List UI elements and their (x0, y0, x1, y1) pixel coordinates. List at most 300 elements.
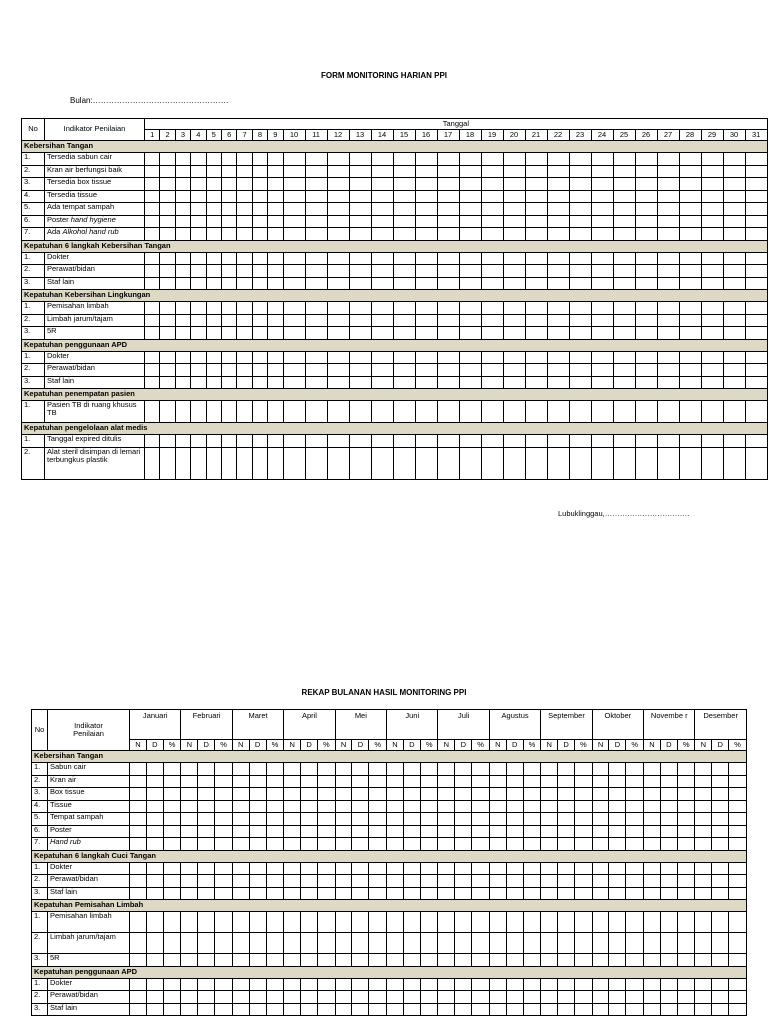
day-cell (481, 327, 503, 340)
day-cell (393, 178, 415, 191)
recap-cell (249, 800, 266, 813)
day-cell (613, 228, 635, 241)
day-cell (160, 364, 175, 377)
subcol-header: D (660, 740, 677, 751)
recap-cell (677, 813, 695, 826)
recap-cell (215, 991, 233, 1004)
recap-cell (181, 775, 198, 788)
day-cell (283, 314, 305, 327)
recap-cell (387, 800, 404, 813)
recap-cell (352, 954, 369, 967)
recap-cell (387, 1003, 404, 1016)
recap-cell (146, 912, 163, 933)
recap-cell (369, 825, 387, 838)
recap-cell (592, 838, 609, 851)
day-cell (371, 314, 393, 327)
indicator-text: Staf lain (50, 1003, 78, 1012)
recap-cell (695, 933, 712, 954)
table-row (32, 887, 747, 900)
recap-cell (506, 978, 523, 991)
day-header: 7 (237, 130, 252, 141)
indicator-text: Pasien TB di ruang khusus TB (47, 400, 137, 418)
day-cell (701, 327, 723, 340)
recap-cell (318, 991, 336, 1004)
day-cell (327, 376, 349, 389)
row-number: 1. (32, 978, 48, 991)
recap-cell (523, 954, 541, 967)
row-number: 6. (32, 825, 48, 838)
recap-cell (130, 813, 147, 826)
row-number: 1. (22, 401, 45, 423)
recap-cell (626, 800, 644, 813)
recap-cell (266, 991, 284, 1004)
day-cell (415, 376, 437, 389)
day-cell (415, 435, 437, 448)
day-cell (393, 203, 415, 216)
day-cell (679, 277, 701, 290)
day-cell (283, 228, 305, 241)
recap-cell (301, 763, 318, 776)
recap-cell (677, 800, 695, 813)
recap-cell (712, 775, 729, 788)
recap-cell (489, 775, 506, 788)
recap-cell (541, 838, 558, 851)
recap-cell (369, 862, 387, 875)
day-cell (206, 203, 221, 216)
recap-cell (301, 825, 318, 838)
day-cell (221, 447, 236, 479)
recap-cell (729, 912, 747, 933)
day-cell (481, 203, 503, 216)
day-header: 12 (327, 130, 349, 141)
recap-cell (523, 875, 541, 888)
day-cell (371, 302, 393, 315)
recap-cell (506, 954, 523, 967)
recap-cell (387, 978, 404, 991)
recap-cell (130, 838, 147, 851)
recap-cell (523, 1003, 541, 1016)
recap-cell (660, 912, 677, 933)
day-cell (745, 252, 767, 265)
recap-cell (369, 788, 387, 801)
day-cell (327, 302, 349, 315)
day-cell (723, 327, 745, 340)
day-cell (415, 327, 437, 340)
recap-cell (523, 763, 541, 776)
day-cell (393, 190, 415, 203)
day-cell (679, 364, 701, 377)
day-cell (175, 364, 190, 377)
recap-cell (660, 933, 677, 954)
recap-cell (266, 862, 284, 875)
day-cell (349, 435, 371, 448)
day-cell (252, 165, 267, 178)
table-row (32, 825, 747, 838)
day-cell (283, 165, 305, 178)
recap-cell (455, 800, 472, 813)
day-cell (191, 364, 206, 377)
indicator-label (45, 252, 145, 265)
indicator-label (45, 165, 145, 178)
day-cell (191, 376, 206, 389)
day-cell (525, 314, 547, 327)
day-cell (415, 252, 437, 265)
day-header: 22 (547, 130, 569, 141)
day-cell (503, 215, 525, 228)
recap-cell (420, 800, 438, 813)
day-cell (635, 302, 657, 315)
indicator-text: Sabun cair (50, 762, 86, 771)
day-cell (613, 203, 635, 216)
indicator-text: Kran air (50, 775, 77, 784)
recap-cell (712, 933, 729, 954)
recap-cell (232, 838, 249, 851)
day-cell (635, 165, 657, 178)
recap-cell (455, 954, 472, 967)
recap-cell (146, 1003, 163, 1016)
recap-cell (660, 800, 677, 813)
recap-cell (609, 862, 626, 875)
day-cell (437, 364, 459, 377)
day-cell (591, 178, 613, 191)
day-cell (569, 314, 591, 327)
day-cell (459, 165, 481, 178)
day-cell (283, 364, 305, 377)
recap-cell (558, 788, 575, 801)
day-cell (349, 203, 371, 216)
day-cell (415, 215, 437, 228)
recap-cell (284, 978, 301, 991)
recap-cell (438, 775, 455, 788)
recap-cell (712, 887, 729, 900)
recap-cell (232, 825, 249, 838)
recap-cell (146, 800, 163, 813)
day-cell (481, 302, 503, 315)
day-cell (145, 364, 160, 377)
day-cell (371, 435, 393, 448)
recap-cell (626, 933, 644, 954)
recap-cell (558, 813, 575, 826)
day-cell (237, 447, 252, 479)
recap-cell (729, 775, 747, 788)
day-cell (191, 190, 206, 203)
indicator-text: Tissue (50, 800, 72, 809)
day-cell (283, 203, 305, 216)
recap-cell (181, 763, 198, 776)
day-cell (191, 165, 206, 178)
day-cell (679, 153, 701, 166)
indicator-italic-text: Hand rub (50, 837, 81, 846)
day-cell (191, 178, 206, 191)
recap-cell (266, 763, 284, 776)
month-header: Agustus (489, 710, 540, 740)
recap-cell (215, 875, 233, 888)
subcol-header: N (489, 740, 506, 751)
indicator-label (45, 401, 145, 423)
recap-cell (575, 813, 593, 826)
day-cell (745, 165, 767, 178)
day-cell (305, 376, 327, 389)
day-cell (237, 265, 252, 278)
recap-cell (541, 825, 558, 838)
recap-cell (130, 991, 147, 1004)
recap-cell (232, 1003, 249, 1016)
subcol-header: % (266, 740, 284, 751)
recap-cell (420, 991, 438, 1004)
recap-cell (472, 912, 490, 933)
indicator-text: Dokter (47, 351, 70, 360)
recap-cell (181, 813, 198, 826)
recap-cell (146, 887, 163, 900)
recap-cell (660, 775, 677, 788)
recap-cell (472, 887, 490, 900)
day-cell (237, 376, 252, 389)
day-cell (613, 302, 635, 315)
recap-cell (506, 1003, 523, 1016)
recap-cell (284, 954, 301, 967)
recap-cell (695, 775, 712, 788)
recap-cell (677, 1003, 695, 1016)
recap-cell (318, 825, 336, 838)
day-cell (327, 228, 349, 241)
recap-cell (387, 862, 404, 875)
recap-cell (387, 954, 404, 967)
recap-cell (284, 788, 301, 801)
day-cell (305, 364, 327, 377)
row-number: 3. (22, 327, 45, 340)
day-header: 30 (723, 130, 745, 141)
recap-cell (575, 912, 593, 933)
day-cell (160, 165, 175, 178)
recap-cell (455, 875, 472, 888)
day-cell (569, 277, 591, 290)
recap-cell (335, 1003, 352, 1016)
recap-cell (558, 763, 575, 776)
recap-cell (455, 991, 472, 1004)
day-cell (569, 165, 591, 178)
day-cell (221, 314, 236, 327)
row-number: 5. (22, 203, 45, 216)
recap-cell (249, 887, 266, 900)
day-cell (268, 228, 283, 241)
recap-cell (232, 800, 249, 813)
recap-cell (146, 978, 163, 991)
day-cell (206, 277, 221, 290)
day-cell (701, 215, 723, 228)
day-header: 18 (459, 130, 481, 141)
day-cell (237, 228, 252, 241)
recap-cell (352, 800, 369, 813)
recap-cell (163, 813, 181, 826)
day-cell (327, 277, 349, 290)
day-cell (175, 327, 190, 340)
day-cell (459, 190, 481, 203)
day-cell (481, 435, 503, 448)
recap-cell (541, 862, 558, 875)
day-cell (237, 327, 252, 340)
recap-cell (335, 862, 352, 875)
recap-cell (181, 954, 198, 967)
table-row (32, 978, 747, 991)
day-cell (349, 376, 371, 389)
day-cell (723, 190, 745, 203)
day-cell (635, 314, 657, 327)
day-cell (613, 314, 635, 327)
recap-cell (506, 862, 523, 875)
day-cell (591, 228, 613, 241)
day-cell (415, 277, 437, 290)
day-cell (657, 153, 679, 166)
subcol-header: N (284, 740, 301, 751)
recap-cell (677, 912, 695, 933)
day-cell (237, 435, 252, 448)
recap-cell (677, 991, 695, 1004)
day-cell (145, 265, 160, 278)
day-cell (745, 215, 767, 228)
section-header: Kepatuhan Pemisahan Limbah (32, 900, 747, 912)
day-cell (327, 314, 349, 327)
recap-cell (284, 838, 301, 851)
recap-cell (387, 825, 404, 838)
day-header: 9 (268, 130, 283, 141)
indicator-label (45, 314, 145, 327)
day-cell (145, 376, 160, 389)
day-cell (745, 364, 767, 377)
day-cell (175, 265, 190, 278)
day-cell (175, 190, 190, 203)
day-cell (525, 327, 547, 340)
table-row (22, 252, 768, 265)
day-cell (349, 252, 371, 265)
day-cell (657, 165, 679, 178)
day-cell (657, 228, 679, 241)
recap-cell (695, 763, 712, 776)
recap-cell (181, 887, 198, 900)
day-cell (569, 435, 591, 448)
day-cell (349, 447, 371, 479)
recap-cell (489, 912, 506, 933)
subcol-header: N (592, 740, 609, 751)
recap-cell (609, 933, 626, 954)
recap-cell (266, 813, 284, 826)
day-cell (657, 203, 679, 216)
month-header: Februari (181, 710, 232, 740)
day-cell (252, 364, 267, 377)
day-cell (252, 228, 267, 241)
day-cell (437, 265, 459, 278)
table-row (32, 800, 747, 813)
recap-cell (609, 991, 626, 1004)
day-cell (371, 401, 393, 423)
day-cell (701, 203, 723, 216)
day-cell (635, 153, 657, 166)
day-cell (206, 364, 221, 377)
subcol-header: % (163, 740, 181, 751)
row-number: 4. (32, 800, 48, 813)
recap-cell (232, 991, 249, 1004)
recap-cell (438, 788, 455, 801)
day-cell (679, 178, 701, 191)
row-number: 3. (32, 887, 48, 900)
table-row (22, 165, 768, 178)
recap-cell (712, 862, 729, 875)
recap-cell (420, 912, 438, 933)
subcol-header: N (130, 740, 147, 751)
subcol-header: % (729, 740, 747, 751)
indicator-header: Indikator Penilaian (45, 119, 145, 141)
recap-cell (729, 788, 747, 801)
day-cell (415, 401, 437, 423)
day-cell (283, 178, 305, 191)
recap-cell (249, 991, 266, 1004)
day-cell (657, 314, 679, 327)
recap-cell (489, 813, 506, 826)
recap-cell (695, 875, 712, 888)
day-cell (701, 302, 723, 315)
recap-cell (403, 800, 420, 813)
recap-cell (181, 933, 198, 954)
day-cell (657, 252, 679, 265)
day-cell (635, 265, 657, 278)
recap-cell (626, 875, 644, 888)
recap-cell (695, 838, 712, 851)
recap-cell (318, 978, 336, 991)
recap-cell (523, 887, 541, 900)
recap-cell (420, 838, 438, 851)
month-header: Novembe r (644, 710, 695, 740)
recap-cell (489, 887, 506, 900)
recap-cell (352, 862, 369, 875)
recap-cell (455, 813, 472, 826)
day-cell (459, 376, 481, 389)
recap-cell (215, 912, 233, 933)
month-header: Desember (695, 710, 746, 740)
day-cell (252, 203, 267, 216)
recap-cell (232, 875, 249, 888)
day-cell (745, 314, 767, 327)
day-cell (252, 153, 267, 166)
indicator-text: Perawat/bidan (47, 264, 95, 273)
subcol-header: D (249, 740, 266, 751)
recap-cell (592, 978, 609, 991)
recap-cell (130, 862, 147, 875)
recap-cell (215, 954, 233, 967)
recap-cell (284, 862, 301, 875)
recap-cell (712, 763, 729, 776)
indicator-label (48, 813, 130, 826)
day-cell (503, 265, 525, 278)
recap-cell (181, 862, 198, 875)
recap-cell (472, 875, 490, 888)
indicator-label (48, 763, 130, 776)
recap-cell (438, 763, 455, 776)
recap-cell (506, 763, 523, 776)
indicator-label (48, 978, 130, 991)
recap-cell (506, 800, 523, 813)
day-cell (415, 165, 437, 178)
row-number: 3. (22, 277, 45, 290)
recap-cell (198, 991, 215, 1004)
recap-cell (558, 991, 575, 1004)
recap-cell (626, 825, 644, 838)
day-cell (745, 351, 767, 364)
recap-cell (575, 875, 593, 888)
day-cell (679, 435, 701, 448)
day-cell (206, 190, 221, 203)
day-cell (221, 215, 236, 228)
day-cell (569, 364, 591, 377)
day-cell (503, 178, 525, 191)
